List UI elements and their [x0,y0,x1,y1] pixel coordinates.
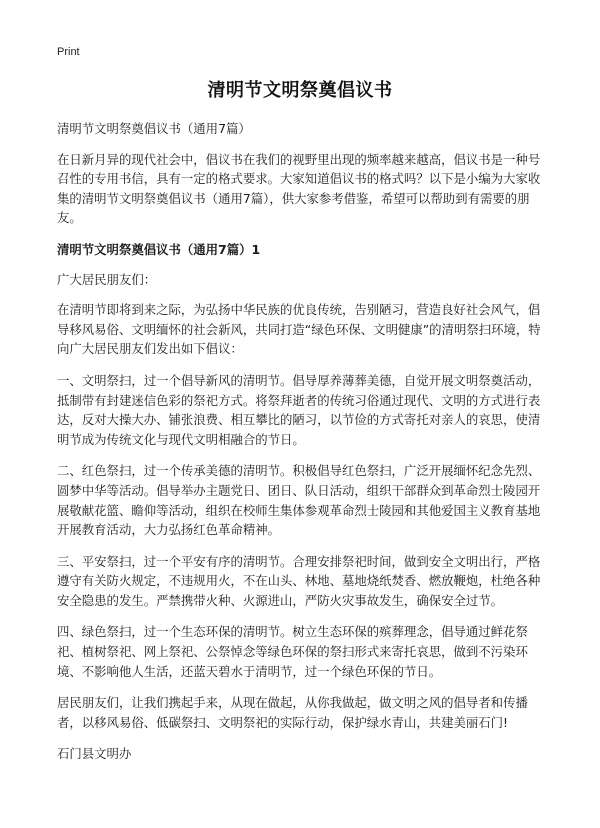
intro-paragraph: 在日新月异的现代社会中，倡议书在我们的视野里出现的频率越来越高，倡议书是一种号召性的专用书信，具有一定的格式要求。大家知道倡议书的格式吗？以下是小编为大家收集的清明节文明祭奠倡议书（通用7篇），供大家参考借鉴，希望可以帮助到有需要的朋友。 [57,151,541,226]
paragraph-item-1: 一、文明祭扫，过一个倡导新风的清明节。倡导厚养薄葬美德，自觉开展文明祭奠活动，抵制带有封建迷信色彩的祭祀方式。将祭拜逝者的传统习俗通过现代、文明的方式进行表达，反对大操大办、铺张浪费、相互攀比的陋习，以节俭的方式寄托对亲人的哀思，使清明节成为传统文化与现代文明相融合的节日。 [57,372,541,447]
section-heading: 清明节文明祭奠倡议书（通用7篇）1 [57,241,261,257]
paragraph-preamble: 在清明节即将到来之际，为弘扬中华民族的优良传统，告别陋习，营造良好社会风气，倡导移风易俗、文明缅怀的社会新风，共同打造“绿色环保、文明健康”的清明祭扫环境，特向广大居民朋友们发出如下倡议： [57,302,541,357]
paragraph-item-4: 四、绿色祭扫，过一个生态环保的清明节。树立生态环保的殡葬理念，倡导通过鲜花祭祀、植树祭祀、网上祭祀、公祭悼念等绿色环保的祭扫形式来寄托哀思，做到不污染环境、不影响他人生活，还蓝天碧水于清明节，过一个绿色环保的节日。 [57,624,528,679]
print-link[interactable]: Print [57,46,80,58]
signature: 石门县文明办 [57,746,132,762]
paragraph-item-2: 二、红色祭扫，过一个传承美德的清明节。积极倡导红色祭扫，广泛开展缅怀纪念先烈、圆梦中华等活动。倡导举办主题党日、团日、队日活动，组织干部群众到革命烈士陵园开展敬献花篮、瞻仰等活动，组织在校师生集体参观革命烈士陵园和其他爱国主义教育基地开展教育活动，大力弘扬红色革命精神。 [57,463,541,538]
document-subtitle: 清明节文明祭奠倡议书（通用7篇） [57,121,251,136]
paragraph-closing: 居民朋友们，让我们携起手来，从现在做起，从你我做起，做文明之风的倡导者和传播者，以移风易俗、低碳祭扫、文明祭祀的实际行动，保护绿水青山，共建美丽石门! [57,695,528,730]
paragraph-item-3: 三、平安祭扫，过一个平安有序的清明节。合理安排祭祀时间，做到安全文明出行，严格遵守有关防火规定，不违规用火，不在山头、林地、墓地烧纸焚香、燃放鞭炮，杜绝各种安全隐患的发生。严禁携带火种、火源进山，严防火灾事故发生，确保安全过节。 [57,553,541,608]
page-title: 清明节文明祭奠倡议书 [207,80,393,101]
greeting: 广大居民朋友们： [57,271,157,287]
document-body [57,119,547,764]
